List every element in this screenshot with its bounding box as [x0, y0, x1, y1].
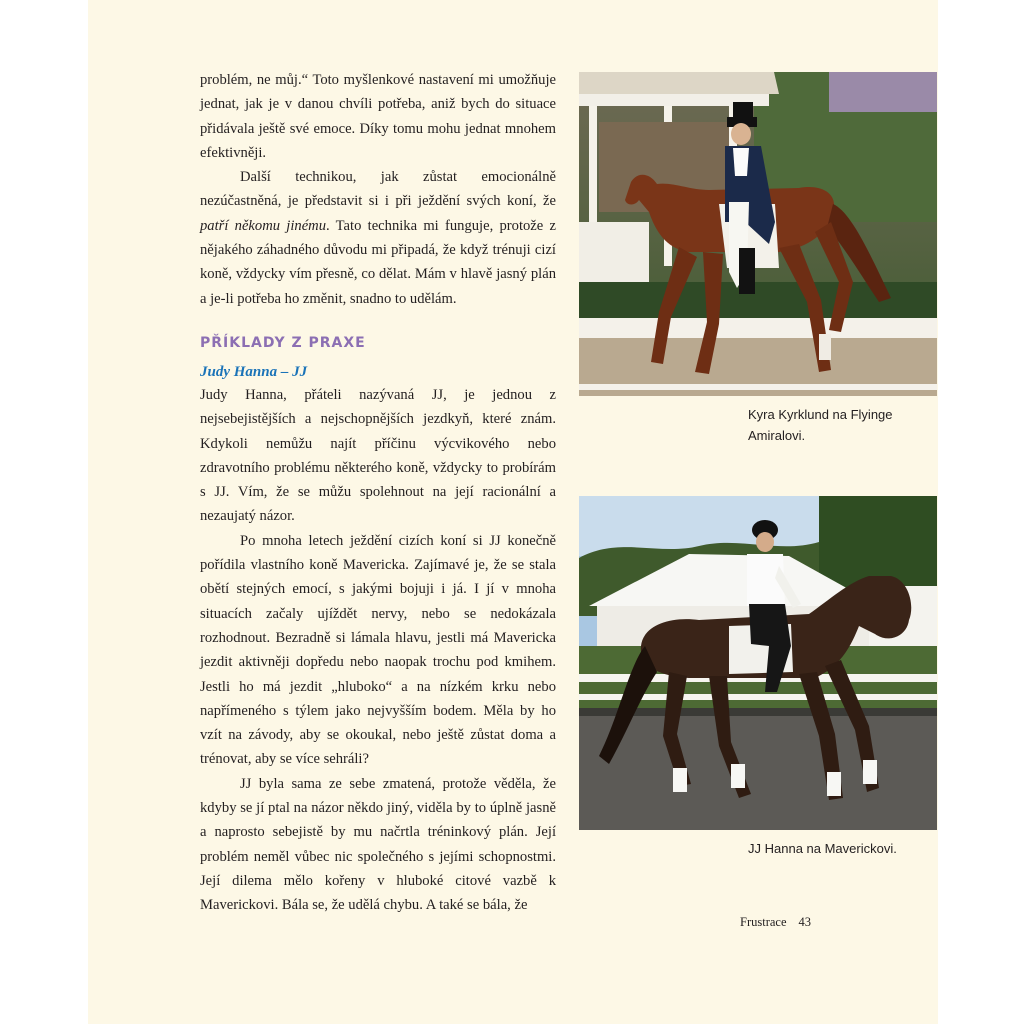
photo-rider-chestnut-horse-icon	[579, 72, 937, 396]
page-footer	[740, 915, 811, 930]
paragraph-2: Další technikou, jak zůstat emocionálně nezúčastněná, je představit si i při ježdění svých koní, že patří někomu jinému. Tato technika mi funguje, protože z nějakého záhadného důvodu mi připadá, že když trénuji cizí koně, vždycky vím přesně, co dělat. Mám v hlavě jasný plán a je-li potřeba ho změnit, snadno to udělám.	[200, 169, 556, 307]
section-heading: PŘÍKLADY Z PRAXE	[200, 334, 366, 351]
paragraph-1: problém, ne můj.“ Toto myšlenkové nastavení mi umožňuje jednat, jak je v danou chvíli potřeba, aniž bych do situace přidávala ještě své emoce. Díky tomu mohu jednat mnohem efektivněji.	[200, 72, 556, 161]
caption-photo-2: JJ Hanna na Maverickovi.	[748, 841, 897, 856]
paragraph-3: Judy Hanna, přáteli nazývaná JJ, je jednou z nejsebejistějších a nejschopnějších jezdkyň, které znám. Kdykoli nemůžu najít příčinu výcvikového nebo zdravotního problému některého koně, vždycky to probírám s JJ. Vím, že se můžu spolehnout na její racionální a nezaujatý názor.	[200, 386, 556, 525]
main-text-column	[200, 68, 556, 918]
running-title: Frustrace	[740, 915, 787, 929]
photo-jj-hanna	[579, 496, 937, 830]
photo-kyra-kyrklund	[579, 72, 937, 396]
photo-rider-dark-horse-icon	[579, 496, 937, 830]
subheading: Judy Hanna – JJ	[200, 363, 308, 380]
paragraph-5: JJ byla sama ze sebe zmatená, protože věděla, že kdyby se jí ptal na názor někdo jiný, viděla by to úplně jasně a naprosto sebejistě by mu načrtla tréninkový plán. Její problém neměl vůbec nic společného s jejími schopnostmi. Její dilema mělo kořeny v hluboké citové vazbě k Maverickovi. Bála se, že udělá chybu. A také se bála, že	[200, 775, 556, 914]
paragraph-4: Po mnoha letech ježdění cizích koní si JJ konečně pořídila vlastního koně Mavericka. Zajímavé je, že se stala obětí stejných emocí, s jakými bojuji i já. I jí v mnoha situacích začaly ujíždět nervy, nebo se nedokázala rozhodnout. Bezradně si lámala hlavu, jestli má Mavericka jezdit aktivněji dopředu nebo naopak trochu pod kmihem. Jestli ho má jezdit „hluboko“ a na nízkém krku nebo napřímeného s týlem jako nejvyšším bodem. Měla by ho vzít na závody, aby se okoukal, nebo ještě zůstat doma a trénovat, aby se více sehráli?	[200, 532, 556, 768]
caption-photo-1: Kyra Kyrklund na Flyinge Amiralovi.	[748, 407, 893, 443]
page-number: 43	[798, 915, 812, 929]
